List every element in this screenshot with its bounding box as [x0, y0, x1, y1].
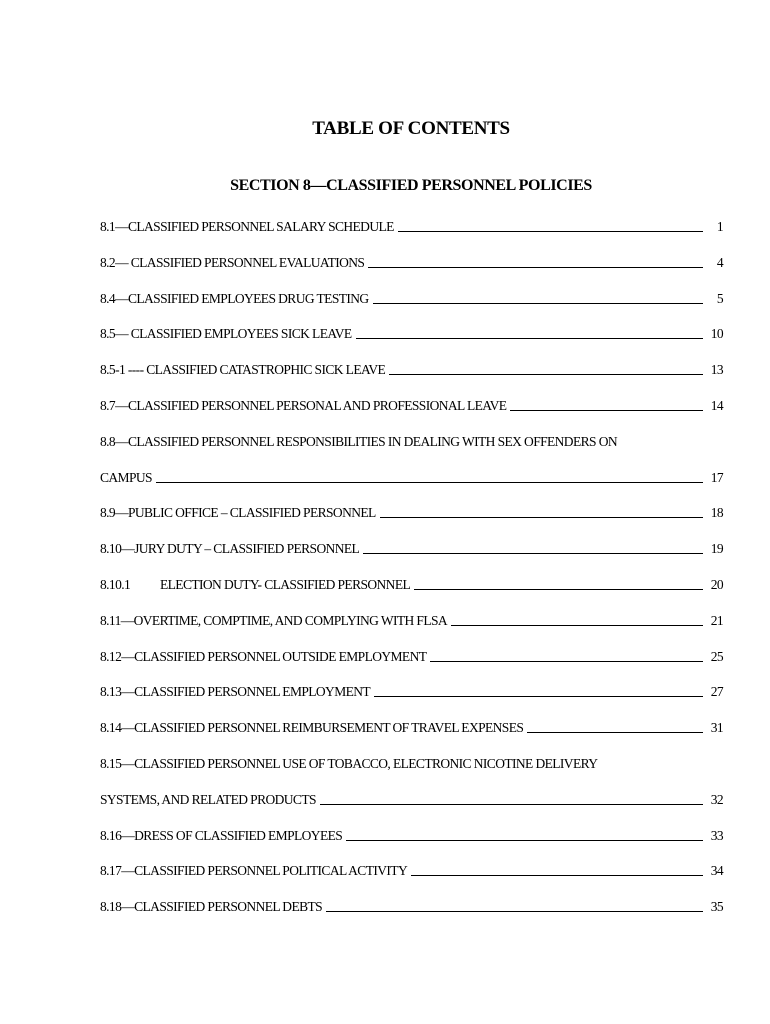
- dot-leader: [373, 289, 703, 304]
- toc-page-number: 27: [710, 684, 723, 700]
- toc-page-number: 19: [710, 541, 723, 557]
- toc-entry-title: 8.13—CLASSIFIED PERSONNEL EMPLOYMENT: [100, 684, 371, 700]
- toc-page-number: 14: [710, 397, 723, 413]
- toc-entry[interactable]: [100, 253, 723, 289]
- toc-entry[interactable]: [100, 647, 723, 683]
- dot-leader: [411, 861, 703, 876]
- dot-leader: [326, 897, 703, 912]
- dot-leader: [451, 611, 703, 626]
- toc-entry[interactable]: [100, 503, 723, 539]
- toc-page-number: 5: [716, 290, 723, 306]
- toc-entry-number: 8.10.1: [100, 576, 131, 592]
- page-title: TABLE OF CONTENTS: [312, 118, 510, 139]
- toc-page-number: 13: [710, 362, 723, 378]
- toc-entry-title: 8.8—CLASSIFIED PERSONNEL RESPONSIBILITIES IN DEALING WITH SEX OFFENDERS ON: [100, 433, 617, 449]
- toc-entry-title: 8.14—CLASSIFIED PERSONNEL REIMBURSEMENT OF TRAVEL EXPENSES: [100, 720, 524, 736]
- toc-entry[interactable]: [100, 575, 723, 611]
- dot-leader: [510, 396, 703, 411]
- toc-entry[interactable]: [100, 324, 723, 360]
- toc-entry-title: 8.11—OVERTIME, COMPTIME, AND COMPLYING WITH FLSA: [100, 612, 448, 628]
- toc-entry-continuation[interactable]: [100, 790, 723, 826]
- toc-entry-title: 8.18—CLASSIFIED PERSONNEL DEBTS: [100, 899, 323, 915]
- toc-page-number: 35: [710, 899, 723, 915]
- toc-entry[interactable]: [100, 611, 723, 647]
- toc-page-number: 17: [710, 469, 723, 485]
- dot-leader: [156, 468, 703, 483]
- toc-entry[interactable]: [100, 396, 723, 432]
- toc-entry[interactable]: [100, 360, 723, 396]
- section-heading: SECTION 8—CLASSIFIED PERSONNEL POLICIES: [230, 177, 592, 194]
- toc-entry[interactable]: [100, 897, 723, 933]
- toc-entry-title: ELECTION DUTY- CLASSIFIED PERSONNEL: [160, 576, 411, 592]
- dot-leader: [414, 575, 703, 590]
- toc-page-number: 4: [716, 254, 723, 270]
- toc-page-number: 1: [716, 219, 723, 234]
- toc-entry[interactable]: [100, 217, 723, 253]
- dot-leader: [368, 253, 703, 268]
- toc-entry-title: 8.16—DRESS OF CLASSIFIED EMPLOYEES: [100, 827, 343, 843]
- table-of-contents: [100, 217, 723, 933]
- toc-entry-title: 8.12—CLASSIFIED PERSONNEL OUTSIDE EMPLOYMENT: [100, 648, 427, 664]
- toc-entry[interactable]: [100, 826, 723, 862]
- toc-entry-title-continued: CAMPUS: [100, 469, 152, 485]
- toc-entry-title: 8.17—CLASSIFIED PERSONNEL POLITICAL ACTIVITY: [100, 863, 408, 879]
- dot-leader: [346, 826, 703, 841]
- toc-page-number: 21: [710, 612, 723, 628]
- toc-page-number: 18: [710, 505, 723, 521]
- dot-leader: [527, 718, 703, 733]
- toc-entry-title: 8.5— CLASSIFIED EMPLOYEES SICK LEAVE: [100, 326, 352, 342]
- toc-page-number: 31: [710, 720, 723, 736]
- toc-entry-title: 8.2— CLASSIFIED PERSONNEL EVALUATIONS: [100, 254, 365, 270]
- toc-entry-title: 8.10—JURY DUTY – CLASSIFIED PERSONNEL: [100, 541, 360, 557]
- dot-leader: [430, 647, 703, 662]
- dot-leader: [380, 503, 703, 518]
- dot-leader: [398, 217, 703, 232]
- toc-entry[interactable]: [100, 432, 723, 468]
- toc-page-number: 32: [710, 791, 723, 807]
- toc-page-number: 20: [710, 576, 723, 592]
- toc-entry[interactable]: [100, 289, 723, 325]
- toc-entry[interactable]: [100, 539, 723, 575]
- toc-page-number: 25: [710, 648, 723, 664]
- toc-page-number: 34: [710, 863, 723, 879]
- dot-leader: [363, 539, 703, 554]
- toc-entry-title: 8.5-1 ---- CLASSIFIED CATASTROPHIC SICK LEAVE: [100, 362, 386, 378]
- toc-page-number: 10: [710, 326, 723, 342]
- dot-leader: [374, 682, 703, 697]
- toc-entry-title: 8.1—CLASSIFIED PERSONNEL SALARY SCHEDULE: [100, 219, 394, 234]
- toc-entry-label: [100, 575, 410, 594]
- toc-page-number: 33: [710, 827, 723, 843]
- toc-entry[interactable]: [100, 754, 723, 790]
- toc-entry-title: 8.4—CLASSIFIED EMPLOYEES DRUG TESTING: [100, 290, 369, 306]
- dot-leader: [356, 324, 703, 339]
- toc-entry-title: 8.15—CLASSIFIED PERSONNEL USE OF TOBACCO, ELECTRONIC NICOTINE DELIVERY: [100, 755, 598, 771]
- dot-leader: [389, 360, 703, 375]
- toc-entry[interactable]: [100, 718, 723, 754]
- dot-leader: [320, 790, 703, 805]
- toc-entry[interactable]: [100, 861, 723, 897]
- toc-entry-title-continued: SYSTEMS, AND RELATED PRODUCTS: [100, 791, 316, 807]
- toc-entry[interactable]: [100, 682, 723, 718]
- toc-entry-title: 8.7—CLASSIFIED PERSONNEL PERSONAL AND PROFESSIONAL LEAVE: [100, 397, 507, 413]
- toc-entry-continuation[interactable]: [100, 468, 723, 504]
- toc-entry-title: 8.9—PUBLIC OFFICE – CLASSIFIED PERSONNEL: [100, 505, 376, 521]
